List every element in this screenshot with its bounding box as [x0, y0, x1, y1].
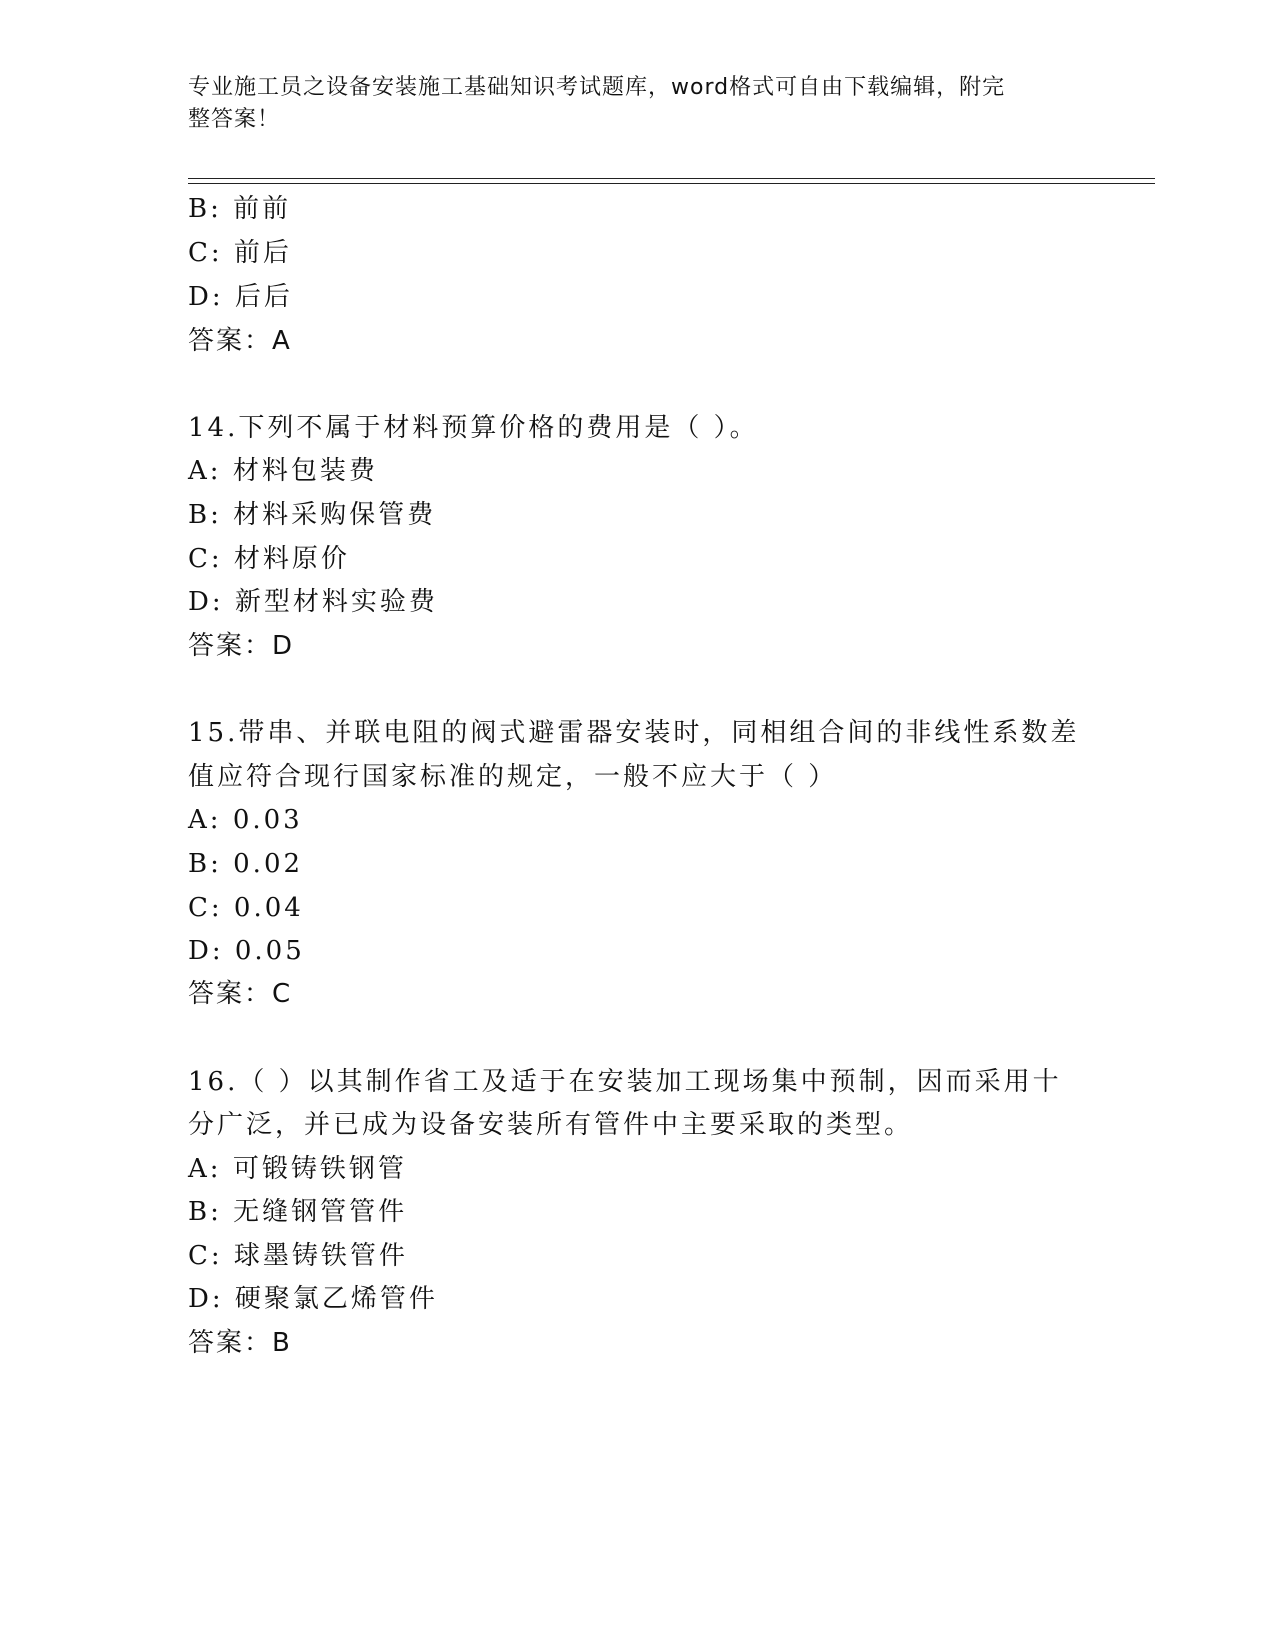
- option-letter: A:: [188, 1154, 222, 1184]
- option-text: 前后: [233, 238, 292, 268]
- option-letter: C:: [188, 238, 223, 268]
- question-text: 下列不属于材料预算价格的费用是（ ）。: [238, 413, 759, 443]
- q15-stem-line-1: [188, 716, 1079, 750]
- option-text: 新型材料实验费: [234, 587, 438, 617]
- option-text: 材料包装费: [232, 456, 378, 486]
- header-line-1: 专业施工员之设备安装施工基础知识考试题库，word格式可自由下载编辑，附完: [188, 75, 1006, 100]
- q16-stem-line-2: 分广泛，并已成为设备安装所有管件中主要采取的类型。: [188, 1110, 914, 1140]
- q15-option-a: [188, 803, 303, 837]
- option-text: 球墨铸铁管件: [233, 1241, 408, 1271]
- header-divider-top: [188, 178, 1155, 179]
- option-text: 无缝钢管管件: [233, 1197, 408, 1227]
- question-text: 带串、并联电阻的阀式避雷器安装时，同相组合间的非线性系数差: [238, 718, 1080, 748]
- question-text: （ ）以其制作省工及适于在安装加工现场集中预制，因而采用十: [238, 1067, 1062, 1097]
- option-letter: C:: [188, 1241, 223, 1271]
- q15-stem-line-2: 值应符合现行国家标准的规定，一般不应大于（ ）: [188, 762, 838, 792]
- q14-stem: [188, 411, 759, 445]
- q14-option-b: [188, 498, 436, 532]
- option-letter: D:: [188, 1284, 224, 1314]
- option-text: 材料原价: [233, 544, 350, 574]
- q14-answer: 答案：D: [188, 631, 295, 661]
- option-text: 后后: [234, 282, 293, 312]
- question-number: 16.: [188, 1067, 239, 1097]
- header-line-2: 整答案！: [188, 107, 281, 132]
- option-text: 材料采购保管费: [233, 500, 437, 530]
- option-letter: C:: [188, 893, 223, 923]
- option-text: 可锻铸铁钢管: [232, 1154, 407, 1184]
- option-letter: D:: [188, 587, 224, 617]
- q14-option-a: [188, 454, 378, 488]
- q16-answer: 答案：B: [188, 1328, 292, 1358]
- option-text: 0.04: [233, 893, 304, 923]
- q16-option-b: [188, 1195, 407, 1229]
- option-letter: B:: [188, 500, 222, 530]
- q15-answer: 答案：C: [188, 979, 293, 1009]
- q15-option-b: [188, 847, 303, 881]
- q13-answer: 答案：A: [188, 326, 292, 356]
- question-number: 15.: [188, 718, 239, 748]
- q13-option-d: [188, 280, 293, 314]
- q15-option-c: [188, 891, 304, 925]
- option-text: 0.05: [234, 936, 305, 966]
- q13-option-b: [188, 192, 291, 226]
- q15-option-d: [188, 934, 305, 968]
- q16-option-c: [188, 1239, 408, 1273]
- q16-stem-line-1: [188, 1065, 1062, 1099]
- option-text: 0.02: [233, 849, 304, 879]
- option-text: 0.03: [232, 805, 303, 835]
- option-letter: D:: [188, 936, 224, 966]
- option-letter: D:: [188, 282, 224, 312]
- option-letter: B:: [188, 1197, 222, 1227]
- option-letter: A:: [188, 805, 222, 835]
- option-letter: B:: [188, 194, 222, 224]
- option-text: 硬聚氯乙烯管件: [234, 1284, 438, 1314]
- q14-option-c: [188, 542, 350, 576]
- q16-option-d: [188, 1282, 438, 1316]
- document-header: [188, 72, 1068, 136]
- q14-option-d: [188, 585, 438, 619]
- option-text: 前前: [233, 194, 292, 224]
- q16-option-a: [188, 1152, 407, 1186]
- option-letter: B:: [188, 849, 222, 879]
- header-divider-bottom: [188, 183, 1155, 184]
- option-letter: A:: [188, 456, 222, 486]
- option-letter: C:: [188, 544, 223, 574]
- question-number: 14.: [188, 413, 239, 443]
- q13-option-c: [188, 236, 292, 270]
